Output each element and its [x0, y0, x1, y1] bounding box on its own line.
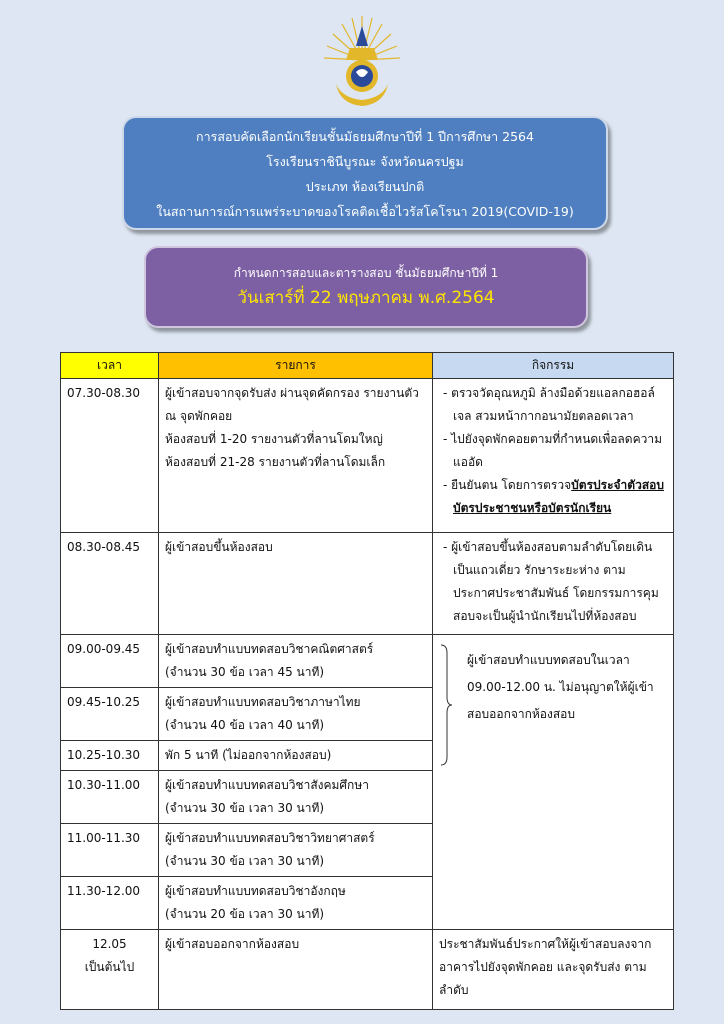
header-activity: กิจกรรม [433, 353, 674, 379]
time-line: 12.05 [92, 937, 127, 951]
item-cell [159, 771, 433, 824]
table-row [61, 533, 674, 635]
time-cell: 09.45-10.25 [61, 688, 159, 741]
activity-line: - ไปยังจุดพักคอยตามที่กำหนดเพื่อลดความแออัด [443, 432, 662, 469]
item-line: ผู้เข้าสอบทำแบบทดสอบวิชาวิทยาศาสตร์ [165, 831, 375, 845]
item-cell [159, 533, 433, 635]
activity-text: - ยืนยันตน โดยการตรวจ [443, 478, 572, 492]
item-line: ผู้เข้าสอบออกจากห้องสอบ [165, 937, 300, 951]
item-cell [159, 635, 433, 688]
title-line-3: ประเภท ห้องเรียนปกติ [305, 179, 425, 194]
header-time: เวลา [61, 353, 159, 379]
required-documents: บัตรประจำตัวสอบ บัตรประชาชนหรือบัตรนักเรียน [453, 478, 664, 515]
item-line: ห้องสอบที่ 1-20 รายงานตัวที่ลานโดมใหญ่ [165, 432, 383, 446]
title-line-2: โรงเรียนราชินีบูรณะ จังหวัดนครปฐม [266, 154, 464, 169]
time-cell: 11.30-12.00 [61, 877, 159, 930]
exam-title-box [122, 116, 608, 230]
item-line: (จำนวน 20 ข้อ เวลา 30 นาที) [165, 907, 325, 921]
item-cell [159, 824, 433, 877]
title-line-1: การสอบคัดเลือกนักเรียนชั้นมัธยมศึกษาปีที่ 1 ปีการศึกษา 2564 [196, 129, 534, 144]
item-line: ผู้เข้าสอบทำแบบทดสอบวิชาภาษาไทย [165, 695, 361, 709]
item-cell [159, 741, 433, 771]
item-line: ผู้เข้าสอบทำแบบทดสอบวิชาอังกฤษ [165, 884, 346, 898]
activity-line: ประชาสัมพันธ์ประกาศให้ผู้เข้าสอบลงจากอาคารไปยังจุดพักคอย และจุดรับส่ง ตามลำดับ [439, 937, 652, 997]
table-row [61, 379, 674, 533]
brace-icon [439, 643, 453, 767]
exam-date: วันเสาร์ที่ 22 พฤษภาคม พ.ศ.2564 [237, 288, 495, 308]
title-line-4: ในสถานการณ์การแพร่ระบาดของโรคติดเชื้อไวรัสโคโรนา 2019(COVID-19) [156, 204, 574, 219]
item-line: (จำนวน 30 ข้อ เวลา 45 นาที) [165, 665, 325, 679]
item-cell [159, 688, 433, 741]
activity-line [439, 474, 667, 520]
item-cell [159, 379, 433, 533]
time-cell: 10.30-11.00 [61, 771, 159, 824]
activity-line: - ตรวจวัดอุณหภูมิ ล้างมือด้วยแอลกอฮอล์ เจล สวมหน้ากากอนามัยตลอดเวลา [443, 386, 655, 423]
school-emblem-icon [322, 12, 402, 108]
item-line: ผู้เข้าสอบจากจุดรับส่ง ผ่านจุดคัดกรอง รายงานตัว ณ จุดพักคอย [165, 386, 419, 423]
activity-cell [433, 930, 674, 1010]
table-row [61, 930, 674, 1010]
activity-line: - ผู้เข้าสอบขึ้นห้องสอบตามลำดับโดยเดินเป็นแถวเดี่ยว รักษาระยะห่าง ตามประกาศประชาสัมพันธ์ โดยกรรมการคุมสอบจะเป็นผู้นำนักเรียนไปที่ห้องสอบ [443, 540, 659, 623]
item-line: (จำนวน 40 ข้อ เวลา 40 นาที) [165, 718, 325, 732]
item-line: พัก 5 นาที (ไม่ออกจากห้องสอบ) [165, 748, 332, 762]
time-cell: 07.30-08.30 [61, 379, 159, 533]
header-item: รายการ [159, 353, 433, 379]
schedule-title-box [144, 246, 588, 328]
exam-activity-cell [433, 635, 674, 930]
schedule-table [60, 352, 674, 1010]
exam-rule-text: ผู้เข้าสอบทำแบบทดสอบในเวลา 09.00-12.00 น. ไม่อนุญาตให้ผู้เข้าสอบออกจากห้องสอบ [467, 653, 654, 721]
time-line: เป็นต้นไป [84, 960, 135, 974]
item-line: ห้องสอบที่ 21-28 รายงานตัวที่ลานโดมเล็ก [165, 455, 386, 469]
table-header-row [61, 353, 674, 379]
schedule-title: กำหนดการสอบและตารางสอบ ชั้นมัธยมศึกษาปีที่ 1 [233, 266, 499, 280]
item-cell [159, 930, 433, 1010]
item-cell [159, 877, 433, 930]
table-row [61, 635, 674, 688]
time-cell: 09.00-09.45 [61, 635, 159, 688]
item-line: (จำนวน 30 ข้อ เวลา 30 นาที) [165, 854, 325, 868]
time-cell [61, 930, 159, 1010]
activity-cell [433, 379, 674, 533]
time-cell: 10.25-10.30 [61, 741, 159, 771]
time-cell: 08.30-08.45 [61, 533, 159, 635]
item-line: ผู้เข้าสอบทำแบบทดสอบวิชาสังคมศึกษา [165, 778, 369, 792]
item-line: ผู้เข้าสอบขึ้นห้องสอบ [165, 540, 273, 554]
item-line: ผู้เข้าสอบทำแบบทดสอบวิชาคณิตศาสตร์ [165, 642, 374, 656]
activity-cell [433, 533, 674, 635]
time-cell: 11.00-11.30 [61, 824, 159, 877]
item-line: (จำนวน 30 ข้อ เวลา 30 นาที) [165, 801, 325, 815]
